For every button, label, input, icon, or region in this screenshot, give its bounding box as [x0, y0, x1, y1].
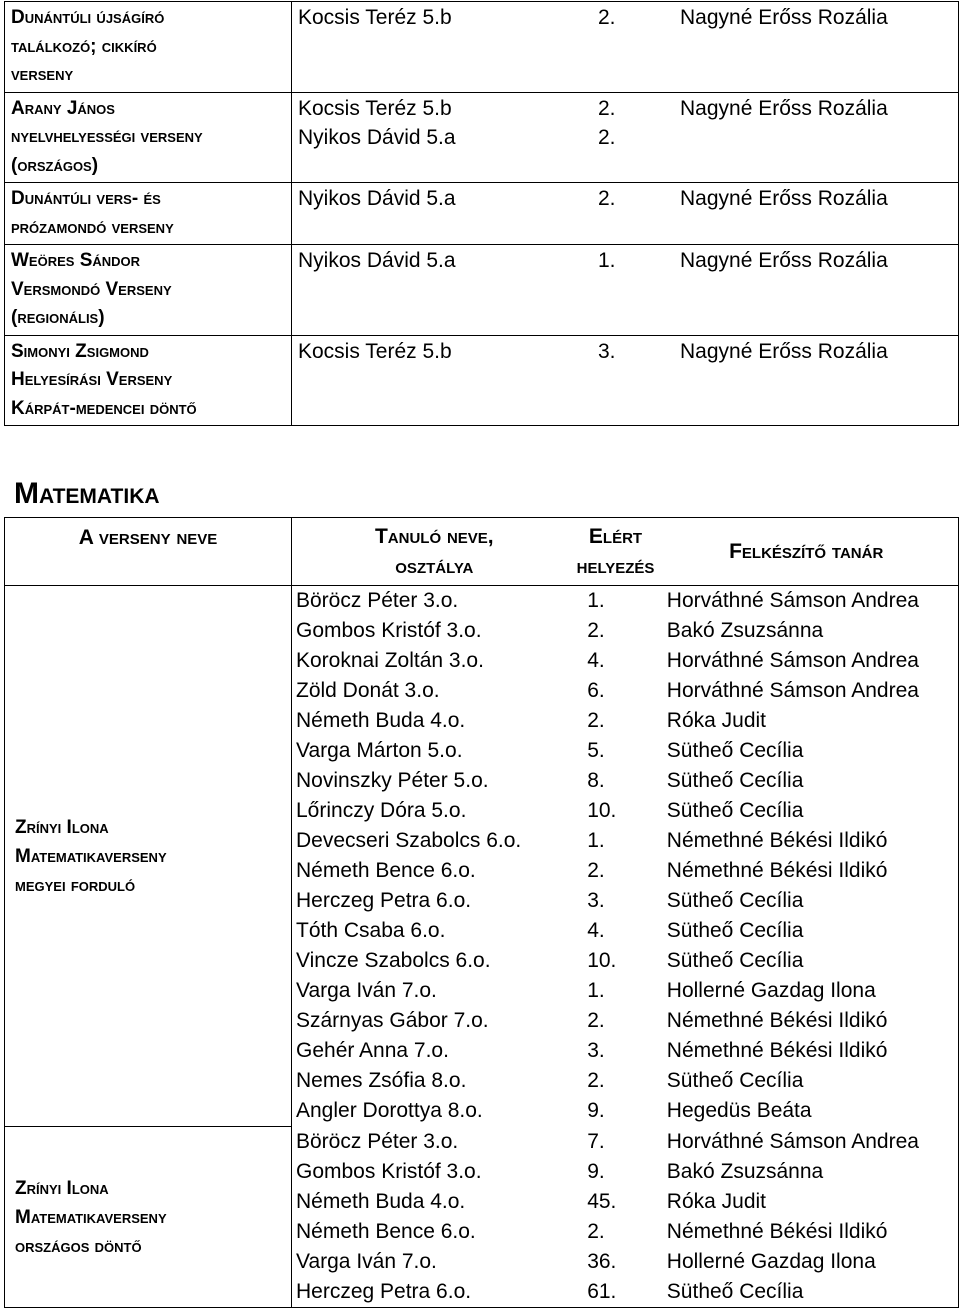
- table-row: [292, 886, 958, 916]
- place: 3.: [587, 889, 605, 912]
- place: 1.: [587, 589, 605, 612]
- result-entry: [298, 184, 958, 213]
- student-name: Németh Bence 6.o.: [296, 859, 476, 882]
- competition-name-line: Arany János: [11, 97, 115, 119]
- table-row: [292, 826, 958, 856]
- place: 2.: [598, 125, 616, 149]
- competition-name-line: Simonyi Zsigmond: [11, 340, 149, 362]
- header-competition-cell: [5, 518, 292, 586]
- place: 2.: [587, 1069, 605, 1092]
- table-row: [5, 92, 959, 183]
- table-row: [292, 586, 958, 616]
- student-name: Devecseri Szabolcs 6.o.: [296, 829, 522, 852]
- place: 61.: [587, 1279, 617, 1303]
- table-row: [5, 335, 959, 426]
- student-name: Varga Iván 7.o.: [296, 979, 437, 1002]
- student-name: Gombos Kristóf 3.o.: [296, 1159, 482, 1183]
- result-entry: [298, 337, 958, 366]
- competition-cell: [5, 183, 292, 245]
- header-competition: A verseny neve: [78, 526, 218, 549]
- place: 10.: [587, 799, 617, 822]
- table-row: [292, 646, 958, 676]
- competition-name-line: (regionális): [11, 307, 105, 328]
- competition-name-line: megyei forduló: [15, 874, 136, 896]
- student-name: Lőrinczy Dóra 5.o.: [296, 799, 467, 822]
- student-name: Nyikos Dávid 5.a: [298, 249, 456, 272]
- student-name: Zöld Donát 3.o.: [296, 679, 440, 702]
- teacher-name: Némethné Békési Ildikó: [666, 859, 888, 882]
- competition-name-line: Matematikaverseny: [15, 1206, 167, 1228]
- table-row: [292, 946, 958, 976]
- teacher-name: Horváthné Sámson Andrea: [666, 649, 919, 672]
- header-place-line: helyezés: [576, 554, 655, 578]
- student-name: Vincze Szabolcs 6.o.: [296, 949, 491, 972]
- student-name: Nyikos Dávid 5.a: [298, 125, 456, 149]
- table-row: [292, 1066, 958, 1096]
- competition-name-line: Versmondó Verseny: [11, 278, 172, 300]
- teacher-name: Némethné Békési Ildikó: [666, 829, 888, 852]
- place: 6.: [587, 679, 605, 702]
- teacher-name: Róka Judit: [666, 709, 767, 732]
- table-group-row: [5, 1127, 959, 1308]
- place: 2.: [587, 1219, 605, 1243]
- competition-name-line: Dunántúli vers- és: [11, 188, 161, 209]
- table-group-row: [5, 586, 959, 1127]
- student-name: Németh Bence 6.o.: [296, 1219, 476, 1243]
- place: 10.: [587, 949, 617, 972]
- competition-name-line: Zrínyi Ilona: [15, 816, 109, 838]
- place: 4.: [587, 919, 605, 942]
- student-name: Kocsis Teréz 5.b: [298, 6, 452, 29]
- competition-table-math: [4, 517, 959, 1308]
- student-name: Novinszky Péter 5.o.: [296, 769, 489, 792]
- result-cell: [292, 183, 959, 245]
- place: 3.: [587, 1039, 605, 1062]
- place: 2.: [587, 709, 605, 732]
- table-row: [5, 245, 959, 336]
- student-name: Böröcz Péter 3.o.: [296, 1129, 459, 1153]
- competition-name-line: Zrínyi Ilona: [15, 1177, 109, 1199]
- student-name: Németh Buda 4.o.: [296, 709, 466, 732]
- competition-name-line: nyelvhelyességi verseny: [11, 126, 203, 147]
- student-name: Kocsis Teréz 5.b: [298, 96, 452, 120]
- table-row: [292, 976, 958, 1006]
- teacher-name: Horváthné Sámson Andrea: [666, 1129, 919, 1153]
- place: 2.: [598, 187, 616, 210]
- results-cell: [292, 1127, 959, 1308]
- result-entry: [298, 94, 958, 123]
- teacher-name: Nagyné Erőss Rozália: [680, 96, 888, 120]
- competition-name-line: találkozó; cikkíró: [11, 35, 157, 57]
- student-name: Kocsis Teréz 5.b: [298, 339, 452, 363]
- place: 1.: [587, 829, 605, 852]
- teacher-name: Sütheő Cecília: [666, 889, 804, 912]
- header-place: [577, 522, 655, 582]
- table-row: [292, 1096, 958, 1126]
- place: 1.: [598, 249, 616, 272]
- competition-name-line: prózamondó verseny: [11, 216, 174, 238]
- student-name: Böröcz Péter 3.o.: [296, 589, 459, 612]
- table-row: [292, 736, 958, 766]
- teacher-name: Sütheő Cecília: [666, 949, 804, 972]
- table-row: [292, 1247, 958, 1277]
- table-row: [292, 1277, 958, 1307]
- competition-name-line: (országos): [11, 154, 99, 176]
- competition-cell: [5, 586, 292, 1127]
- place: 5.: [587, 739, 605, 762]
- place: 36.: [587, 1249, 617, 1273]
- competition-name-line: Matematikaverseny: [15, 845, 167, 867]
- result-entry: [298, 3, 958, 32]
- teacher-name: Hollerné Gazdag Ilona: [666, 979, 876, 1002]
- competition-name-line: Kárpát-medencei döntő: [11, 397, 197, 419]
- teacher-name: Róka Judit: [666, 1189, 767, 1213]
- teacher-name: Bakó Zsuzsánna: [666, 1159, 824, 1183]
- header-student-line: osztálya: [395, 554, 474, 578]
- competition-cell: [5, 2, 292, 93]
- student-name: Angler Dorottya 8.o.: [296, 1099, 483, 1122]
- place: 2.: [587, 1009, 605, 1032]
- table-row: [292, 1127, 958, 1157]
- place: 2.: [598, 96, 616, 120]
- header-student-line: Tanuló neve,: [374, 524, 494, 548]
- place: 3.: [598, 339, 616, 363]
- table-row: [292, 1006, 958, 1036]
- table-row: [292, 616, 958, 646]
- competition-name: [5, 1127, 291, 1307]
- table-row: [292, 1187, 958, 1217]
- teacher-name: Hegedüs Beáta: [666, 1099, 812, 1122]
- place: 2.: [587, 619, 605, 642]
- place: 9.: [587, 1099, 605, 1122]
- competition-cell: [5, 92, 292, 183]
- table-row: [292, 1217, 958, 1247]
- table-row: [292, 856, 958, 886]
- place: 8.: [587, 769, 605, 792]
- student-name: Herczeg Petra 6.o.: [296, 1279, 472, 1303]
- header-place-line: Elért: [588, 524, 643, 548]
- place: 1.: [587, 979, 605, 1002]
- student-name: Varga Márton 5.o.: [296, 739, 463, 762]
- competition-name-line: Helyesírási Verseny: [11, 369, 173, 390]
- section-heading-math: Matematika: [14, 477, 160, 510]
- teacher-name: Nagyné Erőss Rozália: [680, 6, 888, 29]
- competition-name: [5, 586, 291, 1126]
- teacher-name: Sütheő Cecília: [666, 799, 804, 822]
- place: 2.: [598, 6, 616, 29]
- table-row: [5, 2, 959, 93]
- teacher-name: Sütheő Cecília: [666, 1279, 804, 1303]
- teacher-name: Nagyné Erőss Rozália: [680, 187, 888, 210]
- table-row: [292, 706, 958, 736]
- student-name: Németh Buda 4.o.: [296, 1189, 466, 1213]
- teacher-name: Némethné Békési Ildikó: [666, 1219, 888, 1243]
- teacher-name: Horváthné Sámson Andrea: [666, 589, 919, 612]
- result-cell: [292, 245, 959, 336]
- competition-cell: [5, 335, 292, 426]
- teacher-name: Nagyné Erőss Rozália: [680, 249, 888, 272]
- student-name: Szárnyas Gábor 7.o.: [296, 1009, 489, 1032]
- student-name: Varga Iván 7.o.: [296, 1249, 437, 1273]
- result-cell: [292, 92, 959, 183]
- header-student: [292, 522, 577, 582]
- result-cell: [292, 335, 959, 426]
- teacher-name: Sütheő Cecília: [666, 769, 804, 792]
- student-name: Herczeg Petra 6.o.: [296, 889, 472, 912]
- header-cells: [292, 518, 959, 586]
- results-cell: [292, 586, 959, 1127]
- teacher-name: Sütheő Cecília: [666, 739, 804, 762]
- table-row: [292, 766, 958, 796]
- competition-cell: [5, 245, 292, 336]
- table-row: [292, 1157, 958, 1187]
- teacher-name: Némethné Békési Ildikó: [666, 1009, 888, 1032]
- header-teacher: Felkészítő tanár: [729, 539, 884, 563]
- place: 2.: [587, 859, 605, 882]
- teacher-name: Némethné Békési Ildikó: [666, 1039, 888, 1062]
- teacher-name: Sütheő Cecília: [666, 1069, 804, 1092]
- result-cell: [292, 2, 959, 93]
- table-row: [292, 1036, 958, 1066]
- teacher-name: Bakó Zsuzsánna: [666, 619, 824, 642]
- result-entry: [298, 123, 958, 152]
- student-name: Gehér Anna 7.o.: [296, 1039, 449, 1062]
- teacher-name: Horváthné Sámson Andrea: [666, 679, 919, 702]
- competition-table-top: [4, 1, 959, 426]
- result-entry: [298, 246, 958, 275]
- competition-cell: [5, 1127, 292, 1308]
- table-row: [5, 183, 959, 245]
- place: 4.: [587, 649, 605, 672]
- table-row: [292, 916, 958, 946]
- competition-name-line: Dunántúli újságíró: [11, 7, 165, 28]
- competition-name-line: országos döntő: [15, 1235, 142, 1257]
- competition-name-line: verseny: [11, 64, 74, 85]
- student-name: Nyikos Dávid 5.a: [298, 187, 456, 210]
- teacher-name: Hollerné Gazdag Ilona: [666, 1249, 876, 1273]
- table-header-row: [5, 518, 959, 586]
- table-row: [292, 676, 958, 706]
- student-name: Nemes Zsófia 8.o.: [296, 1069, 467, 1092]
- teacher-name: Sütheő Cecília: [666, 919, 804, 942]
- student-name: Gombos Kristóf 3.o.: [296, 619, 482, 642]
- place: 7.: [587, 1129, 605, 1153]
- student-name: Koroknai Zoltán 3.o.: [296, 649, 484, 672]
- place: 9.: [587, 1159, 605, 1183]
- competition-name-line: Weöres Sándor: [11, 250, 141, 271]
- student-name: Tóth Csaba 6.o.: [296, 919, 446, 942]
- place: 45.: [587, 1189, 617, 1213]
- table-row: [292, 796, 958, 826]
- teacher-name: Nagyné Erőss Rozália: [680, 339, 888, 363]
